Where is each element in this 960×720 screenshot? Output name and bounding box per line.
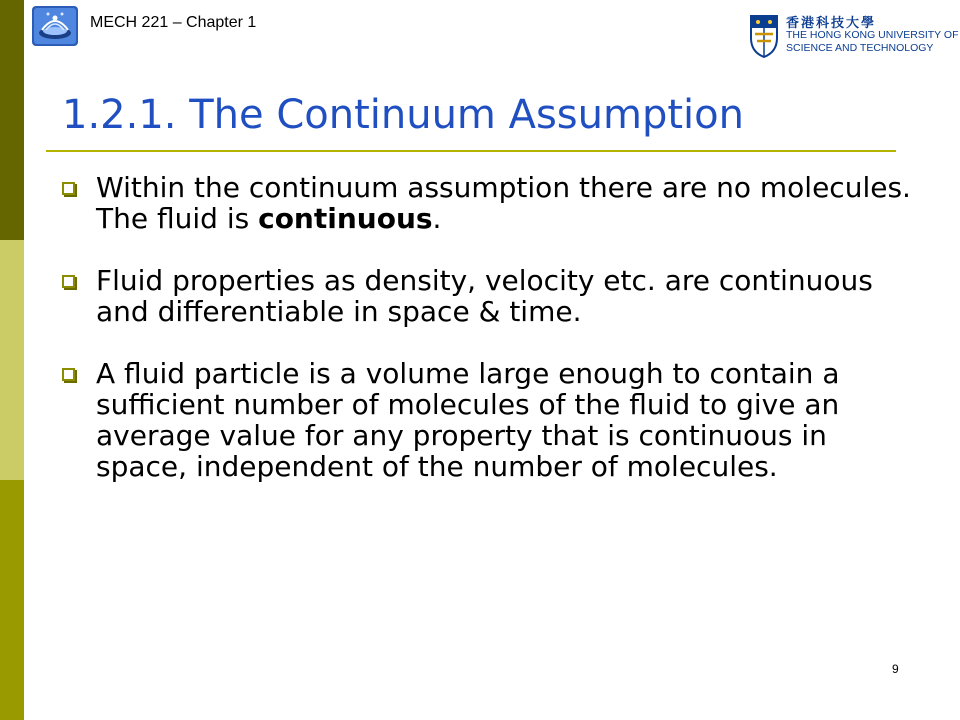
university-crest-icon (748, 14, 780, 58)
university-name-line1: THE HONG KONG UNIVERSITY OF (786, 29, 959, 41)
sidebar-segment-mid (0, 480, 24, 720)
square-bullet-icon (62, 368, 75, 381)
bullet-text: A fluid particle is a volume large enough to contain a sufficient number of molecules of the fluid to give an average value for any property that is continuous in space, independent of the number of molecules. (96, 357, 840, 483)
sidebar-segment-dark (0, 0, 24, 240)
university-logo (748, 12, 959, 64)
bullet-text: Fluid properties as density, velocity etc. are continuous and differentiable in space & time. (96, 264, 873, 328)
course-label: MECH 221 – Chapter 1 (90, 14, 257, 31)
bullet-item (62, 358, 912, 482)
bullet-list (62, 172, 912, 482)
course-logo-icon (32, 6, 78, 46)
university-name-line2: SCIENCE AND TECHNOLOGY (786, 42, 934, 54)
university-name-chinese: 香港科技大學 (786, 16, 877, 31)
title-divider (46, 150, 896, 152)
sidebar-segment-light (0, 240, 24, 480)
square-bullet-icon (62, 182, 75, 195)
emphasis-text: continuous (258, 202, 433, 235)
bullet-text: Within the continuum assumption there are no molecules. The fluid is continuous. (96, 171, 911, 235)
square-bullet-icon (62, 275, 75, 288)
sidebar-color-band (0, 0, 24, 720)
page-number: 9 (892, 662, 899, 676)
slide-title: 1.2.1. The Continuum Assumption (62, 92, 744, 138)
bullet-item (62, 172, 912, 234)
bullet-item (62, 265, 912, 327)
